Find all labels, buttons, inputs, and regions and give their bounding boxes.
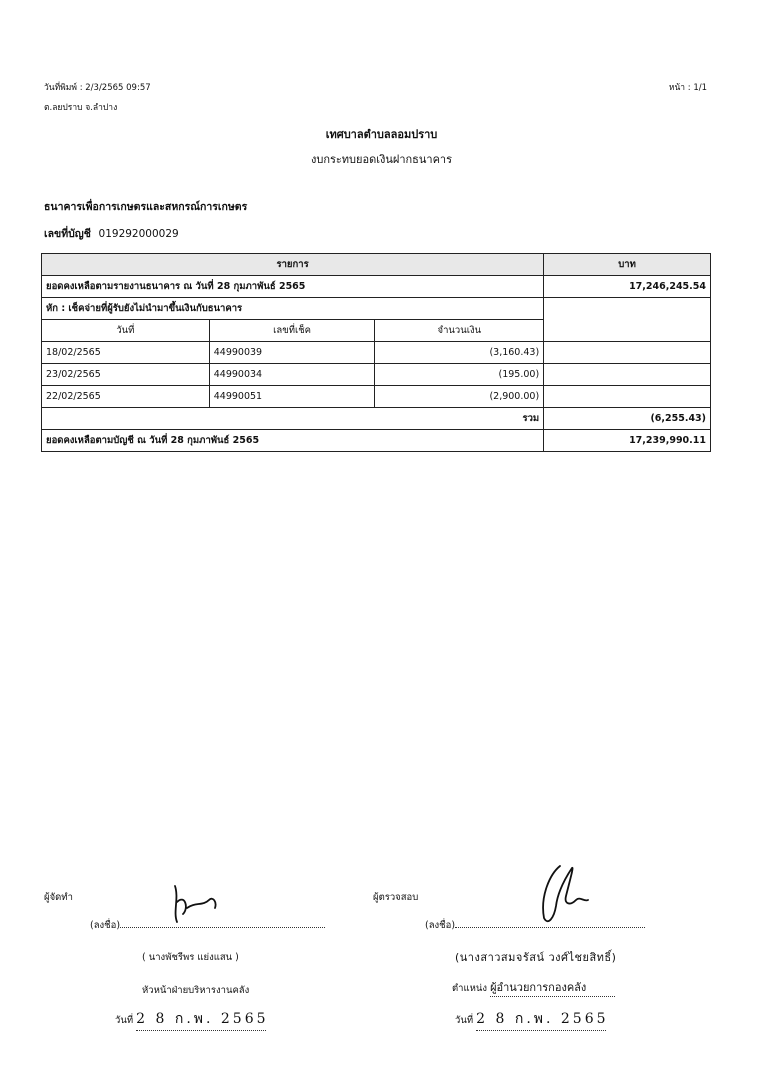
table-row [42,386,711,408]
reviewer-position: ผู้อำนวยการกองคลัง [490,978,615,997]
reviewer-sign-line [425,918,645,933]
page-number: หน้า : 1/1 [668,83,707,93]
document-subtitle: งบกระทบยอดเงินฝากธนาคาร [310,153,453,166]
sub-date-header: วันที่ [42,320,210,342]
row-date: 23/02/2565 [42,364,210,386]
preparer-position: หัวหน้าฝ่ายบริหารงานคลัง [142,985,250,996]
bank-balance-value: 17,246,245.54 [544,276,711,298]
sub-header: ต.ลยปราบ จ.ลำปาง [44,103,118,113]
table-row [42,342,711,364]
bank-balance-label: ยอดคงเหลือตามรายงานธนาคาร ณ วันที่ 28 กุมภาพันธ์ 2565 [42,276,544,298]
reconciliation-table [41,253,711,452]
empty-cell [544,298,711,342]
row-amount: (3,160.43) [375,342,544,364]
reviewer-name: (นางสาวสมจรัสน์ วงศ์ไชยสิทธิ์) [455,951,617,964]
book-balance-row [42,430,711,452]
col-baht-header: บาท [544,254,711,276]
preparer-name: ( นางพัชรีพร แย่งแสน ) [142,952,239,963]
row-amount: (195.00) [375,364,544,386]
row-cheque: 44990034 [209,364,375,386]
row-amount: (2,900.00) [375,386,544,408]
book-balance-value: 17,239,990.11 [544,430,711,452]
total-value: (6,255.43) [544,408,711,430]
preparer-sign-line [90,918,325,933]
row-cheque: 44990039 [209,342,375,364]
row-date: 18/02/2565 [42,342,210,364]
print-date: วันที่พิมพ์ : 2/3/2565 09:57 [44,83,151,93]
sub-amount-header: จำนวนเงิน [375,320,544,342]
reviewer-date-line [455,1008,609,1031]
bank-balance-row [42,276,711,298]
preparer-role: ผู้จัดทำ [44,892,73,903]
reviewer-position-line [452,978,615,997]
reviewer-date-label: วันที่ [455,1015,474,1026]
account-label: เลขที่บัญชี [44,228,91,240]
deduct-row [42,298,711,320]
row-date: 22/02/2565 [42,386,210,408]
reviewer-role: ผู้ตรวจสอบ [373,892,419,903]
preparer-date-value: 2 8 ก.พ. 2565 [136,1008,266,1031]
col-item-header: รายการ [42,254,544,276]
reviewer-date-value: 2 8 ก.พ. 2565 [476,1008,606,1031]
total-label: รวม [42,408,544,430]
reviewer-sign-label: (ลงชื่อ) [425,920,456,931]
deduct-label: หัก : เช็คจ่ายที่ผู้รับยังไม่นำมาขึ้นเงินกับธนาคาร [42,298,544,320]
total-row [42,408,711,430]
preparer-date-label: วันที่ [115,1015,134,1026]
account-number: 019292000029 [98,228,179,240]
table-header-row [42,254,711,276]
account-line [44,225,179,242]
preparer-date-line [115,1008,269,1031]
bank-name: ธนาคารเพื่อการเกษตรและสหกรณ์การเกษตร [44,201,248,213]
book-balance-label: ยอดคงเหลือตามบัญชี ณ วันที่ 28 กุมภาพันธ์ 2565 [42,430,544,452]
row-cheque: 44990051 [209,386,375,408]
sub-cheque-header: เลขที่เช็ค [209,320,375,342]
preparer-sign-label: (ลงชื่อ) [90,920,121,931]
document-title: เทศบาลตำบลลอมปราบ [325,128,438,141]
table-row [42,364,711,386]
reviewer-position-label: ตำแหน่ง [452,983,488,994]
